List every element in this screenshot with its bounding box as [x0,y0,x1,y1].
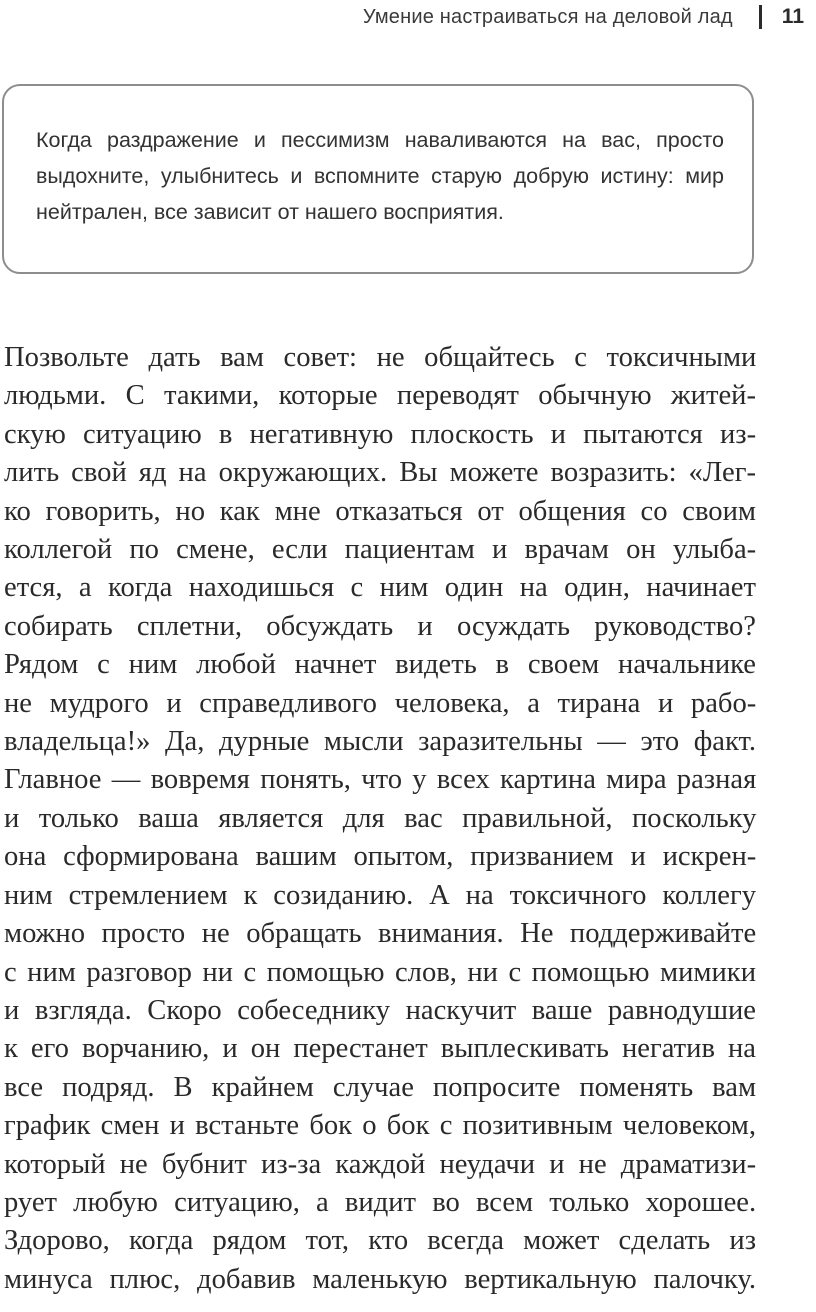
body-line: и взгляда. Скоро собеседнику наскучит ваше равнодушие [4,994,756,1026]
header-divider [759,5,762,29]
body-line: Позвольте дать вам совет: не общайтесь с токсичными [4,342,757,373]
body-line: к его ворчанию, и он перестанет выплескивать негатив на [4,1033,756,1065]
body-line: минуса плюс, добавив маленькую вертикальную палочку. [4,1263,756,1295]
body-line: ко говорить, но как мне отказаться от общения со своим [4,495,756,527]
body-line: людьми. С такими, которые переводят обычную житей- [4,380,756,412]
body-line: рует любую ситуацию, а видит во всем только хорошее. [4,1186,757,1218]
running-title: Умение настраиваться на деловой лад [362,5,733,28]
body-line: можно просто не обращать внимания. Не поддерживайте [4,918,757,950]
body-line: с ним разговор ни с помощью слов, ни с помощью мимики [4,956,756,988]
body-line: Здорово, когда рядом тот, кто всегда может сделать из [4,1225,756,1257]
body-line: график смен и встаньте бок о бок с позитивным человеком, [4,1110,756,1142]
body-line: скую ситуацию в негативную плоскость и пытаются из- [4,418,757,450]
body-line: лить свой яд на окружающих. Вы можете возразить: «Лег- [4,457,756,489]
body-line: собирать сплетни, обсуждать и осуждать руководство? [4,610,756,642]
body-line: и только ваша является для вас правильной, поскольку [4,802,757,834]
body-paragraph [4,339,756,1299]
page-number: 11 [781,5,804,28]
body-line: ним стремлением к созиданию. А на токсичного коллегу [4,879,756,911]
body-line: все подряд. В крайнем случае попросите поменять вам [4,1071,757,1103]
body-line: Главное — вовремя понять, что у всех картина мира разная [4,764,757,796]
body-line: Рядом с ним любой начнет видеть в своем начальнике [4,649,756,681]
body-line: владельца!» Да, дурные мысли заразительны — это факт. [4,726,756,758]
running-header [363,0,816,34]
body-line: не мудрого и справедливого человека, а тирана и рабо- [4,687,757,719]
body-line: который не бубнит из-за каждой неудачи и не драматизи- [4,1148,757,1180]
body-line: ется, а когда находишься с ним один на один, начинает [4,572,756,604]
body-line: коллегой по смене, если пациентам и врачам он улыба- [4,534,757,566]
body-line: она сформирована вашим опытом, призванием и искрен- [4,841,757,873]
callout-text: Когда раздражение и пессимизм наваливаются на вас, просто выдохните, улыбнитесь и вспомните старую добрую истину: мир нейтрален, все зависит от нашего восприятия. [36,128,724,224]
callout-box [2,84,754,274]
